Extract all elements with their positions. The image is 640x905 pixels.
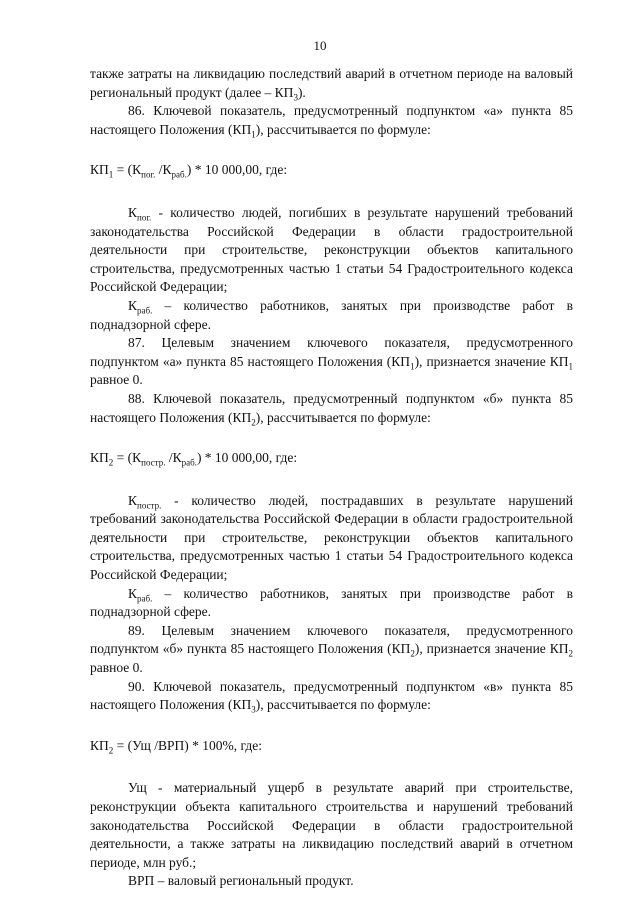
formula-kp1: $КП_1 = (К_{пог.}$ $/К_{раб.}) * 10$ 000,00, где:	[90, 162, 288, 181]
paragraph-90: 90. Ключевой показатель, предусмотренный подпунктом «в» пункта 85 настоящего Положения $(КП_3)$, рассчитывается по формуле:	[90, 678, 573, 715]
paragraph-86: 86. Ключевой показатель, предусмотренный подпунктом «а» пункта 85 настоящего Положения $(КП_1)$, рассчитывается по формуле:	[90, 103, 573, 140]
formula-kp2: $КП_2 = (К_{постр.}$ $/К_{раб.}) * 10$ 000,00, где:	[90, 450, 298, 468]
definition-k-rab-2: $К_{раб.}$ – количество работников, занятых при производстве работ в поднадзорной сфере.	[90, 585, 573, 620]
formula-kp3: $КП_2 = (Ущ$ /ВРП) * 100%, где:	[90, 737, 262, 756]
definition-k-postr: $К_{постр.}$ - количество людей, пострадавших в результате нарушений требований законодательства Российской Федерации в области градостроительной деятельности при строительстве, реконструкции объектов капитального строительства, предусмотренных частью 1 статьи 54 Градостроительного кодекса Российской Федерации;	[90, 492, 573, 583]
document-body	[90, 65, 573, 891]
paragraph-88: 88. Ключевой показатель, предусмотренный подпунктом «б» пункта 85 настоящего Положения $(КП_2)$, рассчитывается по формуле:	[90, 390, 573, 428]
definition-ushch: Ущ - материальный ущерб в результате аварий при строительстве, реконструкции объекта капитального строительства и нарушений требований законодательства Российской Федерации в области градостроительной деятельности, а также затраты на ликвидацию последствий аварий в отчетном периоде, млн руб.;	[90, 780, 573, 870]
definition-vrp: ВРП – валовый региональный продукт.	[128, 873, 354, 889]
definition-k-pog: $К_{пог.}$ - количество людей, погибших в результате нарушений требований законодательства Российской Федерации в области градостроительной деятельности при строительстве, реконструкции объектов капитального строительства, предусмотренных частью 1 статьи 54 Градостроительного кодекса Российской Федерации;	[90, 204, 573, 295]
paragraph-89: 89. Целевым значением ключевого показателя, предусмотренного подпунктом «б» пункта 85 настоящего Положения $(КП_2)$, признается значение $КП_2$ равное 0.	[90, 622, 573, 676]
page-number: 10	[313, 38, 327, 53]
definition-k-rab: $К_{раб.}$ – количество работников, занятых при производстве работ в поднадзорной сфере.	[90, 297, 573, 332]
paragraph-87: 87. Целевым значением ключевого показателя, предусмотренного подпунктом «а» пункта 85 настоящего Положения $(КП_1)$, признается значение $КП_1$ равное 0.	[90, 335, 573, 388]
intro-paragraph: также затраты на ликвидацию последствий аварий в отчетном периоде на валовый региональный продукт (далее – $КП_3$).	[90, 66, 573, 103]
